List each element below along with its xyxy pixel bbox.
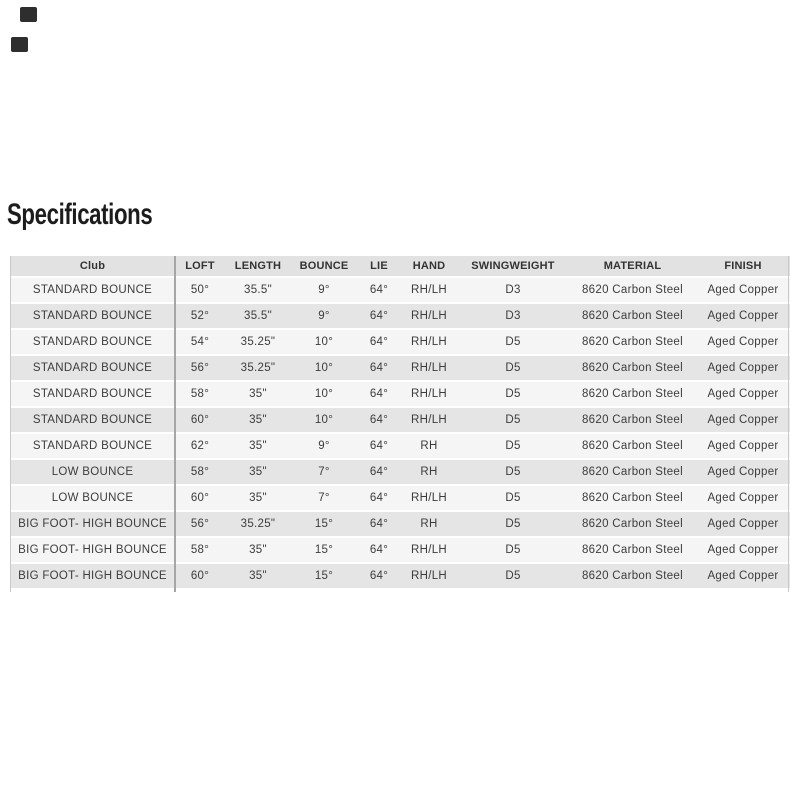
finish-cell: Aged Copper (696, 408, 790, 434)
column-header-hand: HAND (401, 256, 457, 278)
club-column-divider (174, 256, 176, 592)
swingweight-cell: D5 (457, 356, 569, 382)
loft-cell: 56° (175, 512, 225, 538)
length-cell: 35.5" (225, 304, 291, 330)
table-row (10, 512, 790, 538)
bounce-cell: 10° (291, 408, 357, 434)
column-header-finish: FINISH (696, 256, 790, 278)
lie-cell: 64° (357, 330, 401, 356)
finish-cell: Aged Copper (696, 382, 790, 408)
length-cell: 35" (225, 460, 291, 486)
material-cell: 8620 Carbon Steel (569, 538, 696, 564)
hand-cell: RH/LH (401, 538, 457, 564)
corner-mark-icon (20, 7, 37, 22)
club-cell: BIG FOOT- HIGH BOUNCE (10, 538, 175, 564)
material-cell: 8620 Carbon Steel (569, 382, 696, 408)
column-header-swingweight: SWINGWEIGHT (457, 256, 569, 278)
finish-cell: Aged Copper (696, 356, 790, 382)
column-header-club: Club (10, 256, 175, 278)
club-cell: STANDARD BOUNCE (10, 408, 175, 434)
length-cell: 35" (225, 538, 291, 564)
finish-cell: Aged Copper (696, 278, 790, 304)
hand-cell: RH/LH (401, 564, 457, 590)
lie-cell: 64° (357, 434, 401, 460)
swingweight-cell: D3 (457, 278, 569, 304)
bounce-cell: 7° (291, 486, 357, 512)
column-header-length: LENGTH (225, 256, 291, 278)
material-cell: 8620 Carbon Steel (569, 512, 696, 538)
loft-cell: 58° (175, 538, 225, 564)
lie-cell: 64° (357, 382, 401, 408)
finish-cell: Aged Copper (696, 512, 790, 538)
swingweight-cell: D5 (457, 382, 569, 408)
table-header-row (10, 256, 790, 278)
club-cell: STANDARD BOUNCE (10, 278, 175, 304)
hand-cell: RH/LH (401, 356, 457, 382)
lie-cell: 64° (357, 408, 401, 434)
bounce-cell: 10° (291, 382, 357, 408)
loft-cell: 62° (175, 434, 225, 460)
table-row (10, 434, 790, 460)
spec-table-body (10, 278, 790, 590)
material-cell: 8620 Carbon Steel (569, 486, 696, 512)
swingweight-cell: D5 (457, 564, 569, 590)
material-cell: 8620 Carbon Steel (569, 460, 696, 486)
finish-cell: Aged Copper (696, 460, 790, 486)
club-cell: BIG FOOT- HIGH BOUNCE (10, 564, 175, 590)
swingweight-cell: D5 (457, 512, 569, 538)
lie-cell: 64° (357, 356, 401, 382)
club-cell: STANDARD BOUNCE (10, 330, 175, 356)
hand-cell: RH/LH (401, 304, 457, 330)
corner-mark-icon (11, 37, 28, 52)
hand-cell: RH/LH (401, 486, 457, 512)
loft-cell: 58° (175, 382, 225, 408)
table-row (10, 460, 790, 486)
club-cell: STANDARD BOUNCE (10, 382, 175, 408)
club-cell: LOW BOUNCE (10, 486, 175, 512)
loft-cell: 60° (175, 408, 225, 434)
material-cell: 8620 Carbon Steel (569, 278, 696, 304)
length-cell: 35.25" (225, 356, 291, 382)
swingweight-cell: D5 (457, 434, 569, 460)
lie-cell: 64° (357, 278, 401, 304)
length-cell: 35.25" (225, 330, 291, 356)
swingweight-cell: D5 (457, 538, 569, 564)
material-cell: 8620 Carbon Steel (569, 330, 696, 356)
loft-cell: 54° (175, 330, 225, 356)
finish-cell: Aged Copper (696, 486, 790, 512)
bounce-cell: 10° (291, 330, 357, 356)
page-title: Specifications (7, 198, 153, 231)
club-cell: STANDARD BOUNCE (10, 304, 175, 330)
hand-cell: RH (401, 512, 457, 538)
hand-cell: RH/LH (401, 330, 457, 356)
table-row (10, 278, 790, 304)
lie-cell: 64° (357, 564, 401, 590)
finish-cell: Aged Copper (696, 304, 790, 330)
finish-cell: Aged Copper (696, 564, 790, 590)
swingweight-cell: D5 (457, 486, 569, 512)
specifications-table (10, 256, 790, 590)
bounce-cell: 10° (291, 356, 357, 382)
material-cell: 8620 Carbon Steel (569, 564, 696, 590)
length-cell: 35.5" (225, 278, 291, 304)
material-cell: 8620 Carbon Steel (569, 408, 696, 434)
lie-cell: 64° (357, 304, 401, 330)
table-right-border (788, 256, 789, 592)
loft-cell: 60° (175, 564, 225, 590)
lie-cell: 64° (357, 538, 401, 564)
table-row (10, 408, 790, 434)
length-cell: 35" (225, 408, 291, 434)
loft-cell: 58° (175, 460, 225, 486)
bounce-cell: 15° (291, 564, 357, 590)
column-header-lie: LIE (357, 256, 401, 278)
loft-cell: 60° (175, 486, 225, 512)
club-cell: STANDARD BOUNCE (10, 356, 175, 382)
hand-cell: RH (401, 460, 457, 486)
loft-cell: 52° (175, 304, 225, 330)
club-cell: STANDARD BOUNCE (10, 434, 175, 460)
bounce-cell: 7° (291, 460, 357, 486)
bounce-cell: 9° (291, 434, 357, 460)
table-row (10, 304, 790, 330)
finish-cell: Aged Copper (696, 434, 790, 460)
column-header-bounce: BOUNCE (291, 256, 357, 278)
swingweight-cell: D3 (457, 304, 569, 330)
club-cell: LOW BOUNCE (10, 460, 175, 486)
table-row (10, 486, 790, 512)
bounce-cell: 15° (291, 538, 357, 564)
bounce-cell: 9° (291, 278, 357, 304)
lie-cell: 64° (357, 512, 401, 538)
length-cell: 35" (225, 382, 291, 408)
table-row (10, 538, 790, 564)
length-cell: 35.25" (225, 512, 291, 538)
lie-cell: 64° (357, 486, 401, 512)
hand-cell: RH/LH (401, 278, 457, 304)
loft-cell: 50° (175, 278, 225, 304)
table-row (10, 330, 790, 356)
bounce-cell: 15° (291, 512, 357, 538)
table-row (10, 356, 790, 382)
loft-cell: 56° (175, 356, 225, 382)
table-row (10, 564, 790, 590)
table-row (10, 382, 790, 408)
column-header-loft: LOFT (175, 256, 225, 278)
column-header-material: MATERIAL (569, 256, 696, 278)
swingweight-cell: D5 (457, 330, 569, 356)
swingweight-cell: D5 (457, 460, 569, 486)
material-cell: 8620 Carbon Steel (569, 356, 696, 382)
length-cell: 35" (225, 434, 291, 460)
table-left-border (10, 256, 11, 592)
length-cell: 35" (225, 564, 291, 590)
material-cell: 8620 Carbon Steel (569, 304, 696, 330)
hand-cell: RH/LH (401, 382, 457, 408)
finish-cell: Aged Copper (696, 330, 790, 356)
finish-cell: Aged Copper (696, 538, 790, 564)
hand-cell: RH (401, 434, 457, 460)
club-cell: BIG FOOT- HIGH BOUNCE (10, 512, 175, 538)
swingweight-cell: D5 (457, 408, 569, 434)
material-cell: 8620 Carbon Steel (569, 434, 696, 460)
hand-cell: RH/LH (401, 408, 457, 434)
length-cell: 35" (225, 486, 291, 512)
bounce-cell: 9° (291, 304, 357, 330)
lie-cell: 64° (357, 460, 401, 486)
